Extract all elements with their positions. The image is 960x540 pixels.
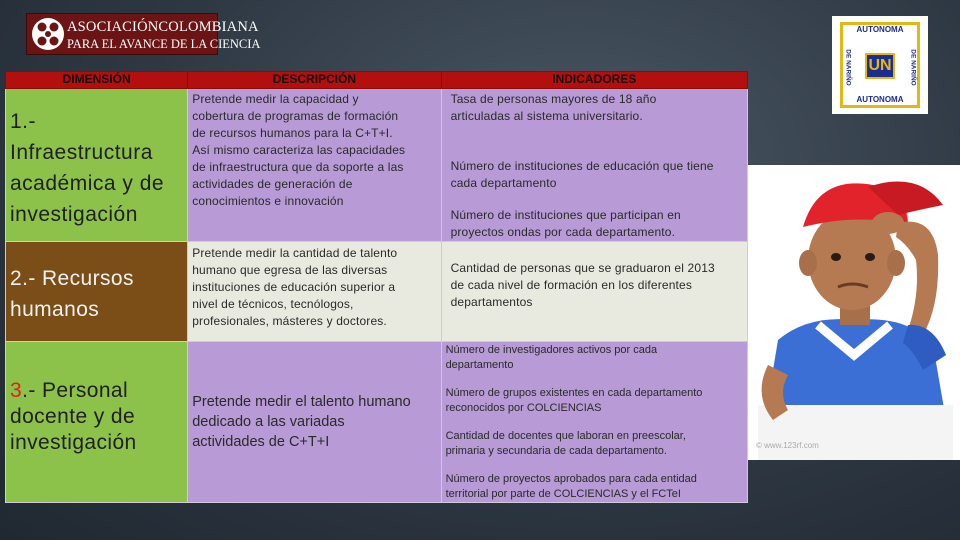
indicator-item: Número de proyectos aprobados para cada entidad territorial por parte de COLCIENCIAS y el FCTeI [445, 473, 697, 500]
indicators-cell [441, 89, 747, 242]
association-logo [26, 13, 261, 55]
header-description: DESCRIPCIÓN [188, 72, 441, 89]
dimension-cell [6, 89, 188, 242]
logo-top-text: AUTONOMA [856, 25, 904, 34]
indicator-item: Número de investigadores activos por cada departamento [445, 344, 658, 371]
table-header-row [6, 72, 748, 89]
table-row [6, 89, 748, 242]
indicator-item: Cantidad de docentes que laboran en preescolar, primaria y secundaria de cada departamento. [445, 430, 686, 457]
table-row [6, 242, 748, 342]
dimension-text: 3.- Personal docente y de investigación [10, 379, 137, 454]
description-text: Pretende medir la capacidad y cobertura de programas de formación de recursos humanos para la C+T+I. Así mismo caracteriza las capacidades de infraestructura que da soporte a las actividades de generación de conocimientos e innovación [192, 92, 406, 208]
dimension-number: 3 [10, 379, 23, 402]
table-row [6, 342, 748, 503]
dimension-cell [6, 242, 188, 342]
logo-bottom-text: AUTONOMA [856, 95, 904, 104]
description-text: Pretende medir la cantidad de talento humano que egresa de las diversas instituciones de educación superior a nivel de técnicos, tecnólogos, profesionales, másteres y doctores. [192, 246, 398, 328]
child-photo [748, 165, 960, 460]
indicators-cell [441, 242, 747, 342]
dimension-text: 2.- Recursos humanos [10, 267, 134, 321]
hands-emblem-icon [31, 17, 65, 51]
logo-right-text: DE NARIÑO [909, 49, 917, 86]
indicator-item: Número de instituciones que participan en proyectos ondas por cada departamento. [450, 208, 681, 239]
header-indicators: INDICADORES [441, 72, 747, 89]
description-cell [188, 242, 441, 342]
indicator-item: Cantidad de personas que se graduaron el 2013 de cada nivel de formación en los diferentes departamentos [450, 261, 715, 309]
dimension-cell [6, 342, 188, 503]
university-logo [832, 16, 928, 114]
indicators-table [5, 71, 748, 503]
description-cell [188, 89, 441, 242]
logo-line-2: PARA EL AVANCE DE LA CIENCIA [67, 37, 261, 51]
indicators-cell [441, 342, 747, 503]
description-text: Pretende medir el talento humano dedicado a las variadas actividades de C+T+I [192, 394, 411, 450]
indicator-item: Número de grupos existentes en cada departamento reconocidos por COLCIENCIAS [445, 387, 703, 414]
logo-line-1: ASOCIACIÓNCOLOMBIANA [67, 19, 259, 35]
indicator-item: Tasa de personas mayores de 18 año articuladas al sistema universitario. [450, 92, 657, 123]
description-cell [188, 342, 441, 503]
dimension-text: 1.- Infraestructura académica y de investigación [10, 110, 165, 226]
logo-left-text: DE NARIÑO [844, 49, 852, 86]
child-illustration [748, 165, 960, 460]
watermark: © www.123rf.com [756, 441, 819, 450]
logo-un-mark: UN [865, 53, 895, 79]
header-dimension: DIMENSIÓN [6, 72, 188, 89]
indicator-item: Número de instituciones de educación que tiene cada departamento [450, 159, 714, 190]
